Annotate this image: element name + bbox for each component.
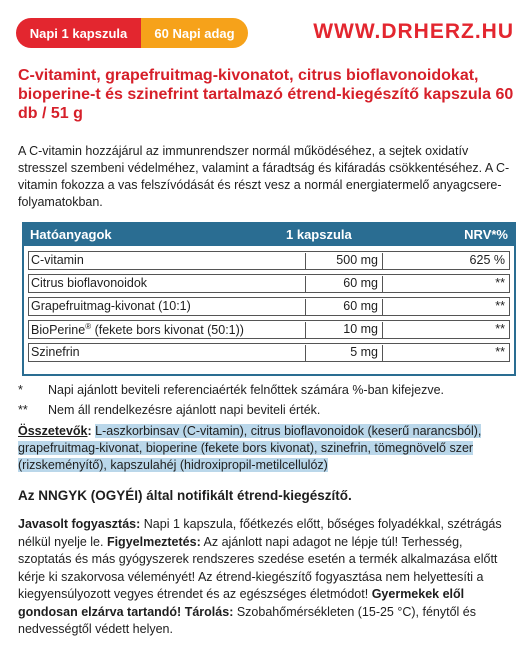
header-bar xyxy=(16,14,518,52)
notification-statement: Az NNGYK (OGYÉI) által notifikált étrend-kiegészítő. xyxy=(18,488,352,503)
ingredient-name: Citrus bioflavonoidok xyxy=(31,276,306,293)
storage-label: Tárolás xyxy=(184,604,230,619)
ingredient-nrv: ** xyxy=(495,276,505,290)
health-claim: A C-vitamin hozzájárul az immunrendszer normál működéséhez, a sejtek oxidatív stresszel szembeni védelméhez, valamint a fáradtság és kifáradás csökkentéséhez. A C-vitamin fokozza a vas felszívódását és részt vesz a normál energiatermelő anyagcsere-folyamatokban. xyxy=(18,144,510,209)
table-row xyxy=(28,251,510,270)
ingredient-dose: 60 mg xyxy=(305,276,383,293)
registered-mark: ® xyxy=(85,322,92,331)
ingredient-dose: 60 mg xyxy=(305,299,383,316)
daily-capsule-badge: Napi 1 kapszula xyxy=(16,18,141,48)
dosage-pill xyxy=(16,18,248,48)
ingredient-description: (fekete bors kivonat (50:1)) xyxy=(91,323,244,338)
header-dose: 1 kapszula xyxy=(286,227,352,242)
ingredient-nrv: ** xyxy=(495,299,505,313)
table-row xyxy=(28,343,510,362)
ingredient-nrv: 625 % xyxy=(469,253,505,267)
footnote-mark: ** xyxy=(18,403,28,417)
table-row xyxy=(28,274,510,293)
footnotes xyxy=(18,380,518,420)
ingredient-name: Szinefrin xyxy=(31,345,306,362)
product-title: C-vitamint, grapefruitmag-kivonatot, citrus bioflavonoidokat, bioperine-t és szinefrint tartalmazó étrend-kiegészítő kapszula 60 db / 51 g xyxy=(18,67,514,122)
ingredient-name: Grapefruitmag-kivonat (10:1) xyxy=(31,299,306,316)
table-header xyxy=(24,224,514,246)
usage-text: Napi 1 kapszula, főétkezés előtt, bőséges folyadékkal, szétrágás nélkül nyelje le. xyxy=(18,517,502,549)
warning-label: Figyelmeztetés xyxy=(106,534,197,549)
ingredient-dose: 10 mg xyxy=(305,322,383,339)
footnote-text: Napi ajánlott beviteli referenciaérték felnőttek számára %-ban kifejezve. xyxy=(48,383,445,397)
footnote-nrv xyxy=(18,380,518,400)
usage-section: Javasolt fogyasztás: Napi 1 kapszula, főétkezés előtt, bőséges folyadékkal, szétrágás nélkül nyelje le. Figyelmeztetés: Az ajánlott napi adagot ne lépje túl! Terhesség, szoptatás és más gyógyszerek rendszeres szedése esetén a termék alkalmazása előtt kérje ki szakorvosa véleményét! Az étrend-kiegészítő fogyasztása nem helyettesíti a kiegyensúlyozott vegyes étrendet és az egészséges életmódot! Gyermekek elől gondosan elzárva tartandó! Tárolás: Szobahőmérsékleten (15-25 °C), fénytől és nedvességtől védett helyen. xyxy=(18,517,502,636)
warning-text: Az ajánlott napi adagot ne lépje túl! Terhesség, szoptatás és más gyógyszerek rendszeres szedése esetén a termék alkalmazása előtt kérje ki szakorvosa véleményét! Az étrend-kiegészítő fogyasztása nem helyettesíti a kiegyensúlyozott vegyes étrendet és az egészséges életmódot! xyxy=(18,534,498,601)
daily-servings-badge: 60 Napi adag xyxy=(141,18,248,48)
ingredients-section: Összetevők: L-aszkorbinsav (C-vitamin), citrus bioflavonoidok (keserű narancsból), grapefruitmag-kivonat, bioperine (fekete bors kivonat), szinefrin, tömegnövelő szer (rizskeményítő), kapszulahéj (hidroxipropil-metilcellulóz) xyxy=(18,424,482,472)
nutrition-table xyxy=(22,222,516,376)
ingredient-dose: 5 mg xyxy=(305,345,383,362)
ingredient-name: C-vitamin xyxy=(31,253,306,270)
table-row xyxy=(28,320,510,339)
header-ingredient: Hatóanyagok xyxy=(30,227,112,242)
footnote-mark: * xyxy=(18,383,23,397)
ingredient-name: BioPerine xyxy=(31,323,86,338)
footnote-text: Nem áll rendelkezésre ajánlott napi beviteli érték. xyxy=(48,403,321,417)
table-row xyxy=(28,297,510,316)
ingredients-label: Összetevők xyxy=(18,424,88,438)
ingredients-text: L-aszkorbinsav (C-vitamin), citrus bioflavonoidok (keserű narancsból), grapefruitmag-kivonat, bioperine (fekete bors kivonat), szinefrin, tömegnövelő szer (rizskeményítő), kapszulahéj (hidroxipropil-metilcellulóz) xyxy=(18,424,482,472)
storage-text: Szobahőmérsékleten (15-25 °C), fénytől és nedvességtől védett helyen. xyxy=(18,604,476,636)
website-url: WWW.DRHERZ.HU xyxy=(313,20,514,43)
usage-label: Javasolt fogyasztás xyxy=(18,517,137,531)
ingredient-dose: 500 mg xyxy=(305,253,383,270)
ingredient-nrv: ** xyxy=(495,322,505,336)
ingredient-nrv: ** xyxy=(495,345,505,359)
ingredient-name-cell xyxy=(31,322,306,339)
footnote-no-nrv xyxy=(18,400,518,420)
header-nrv: NRV*% xyxy=(464,227,508,242)
children-warning: Gyermekek elől gondosan elzárva tartandó! xyxy=(18,587,465,619)
